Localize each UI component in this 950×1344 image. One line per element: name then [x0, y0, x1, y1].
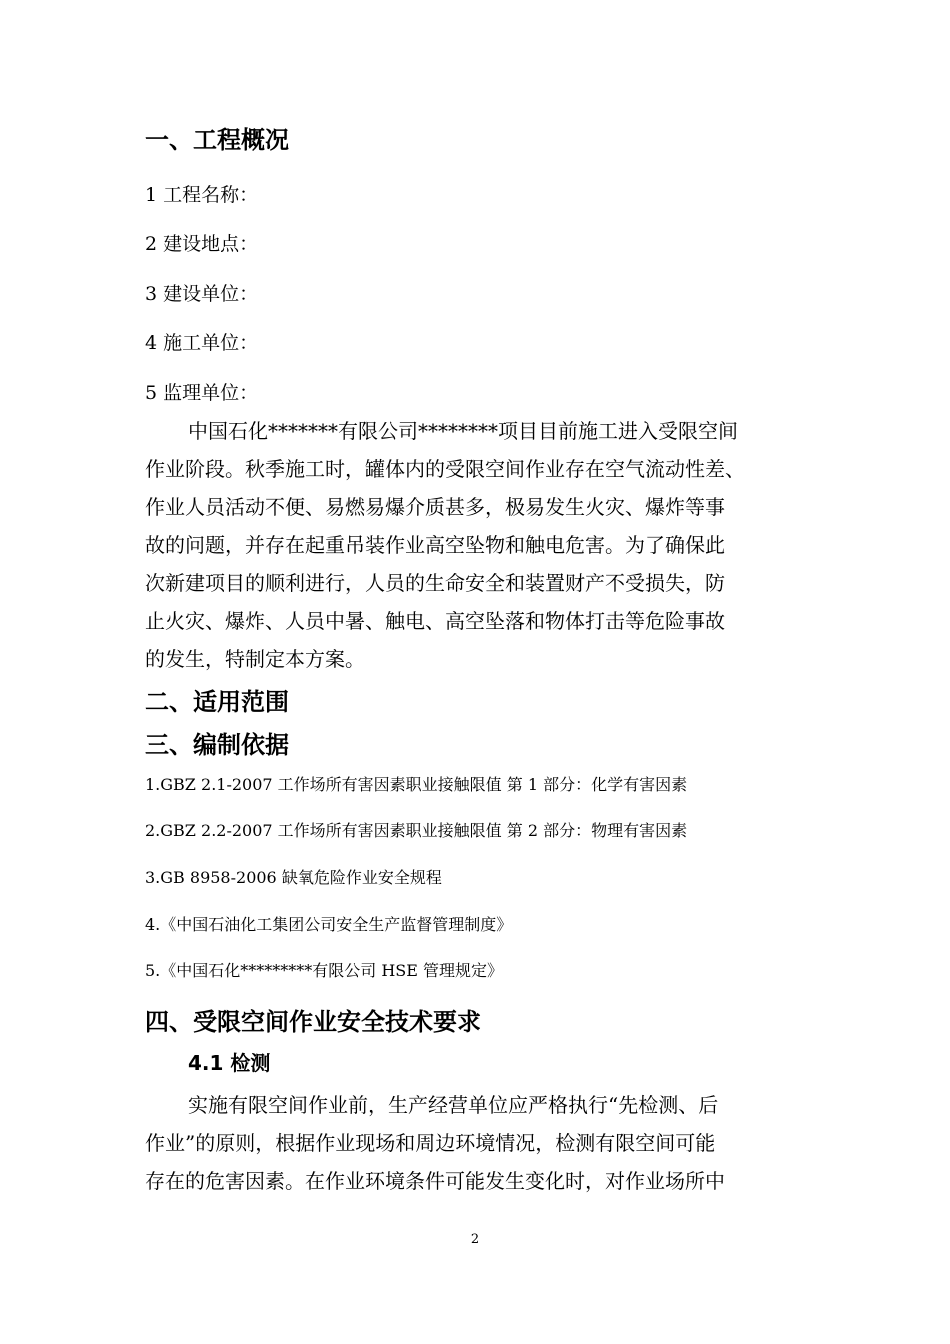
section-1-heading: 一、工程概况 [145, 126, 289, 154]
paragraph-line: 存在的危害因素。在作业环境条件可能发生变化时，对作业场所中 [145, 1169, 725, 1193]
paragraph-line: 实施有限空间作业前，生产经营单位应严格执行“先检测、后 [188, 1093, 719, 1117]
reference-item-5: 5.《中国石化*********有限公司 HSE 管理规定》 [145, 961, 504, 980]
subsection-4-1-heading: 4.1 检测 [188, 1051, 271, 1075]
section-3-heading: 三、编制依据 [145, 731, 289, 759]
paragraph-line: 止火灾、爆炸、人员中暑、触电、高空坠落和物体打击等危险事故 [145, 609, 725, 633]
paragraph-line: 次新建项目的顺利进行，人员的生命安全和装置财产不受损失，防 [145, 571, 725, 595]
section-2-heading: 二、适用范围 [145, 688, 289, 716]
project-name-item: 1 工程名称： [145, 184, 259, 206]
reference-item-1: 1.GBZ 2.1-2007 工作场所有害因素职业接触限值 第 1 部分：化学有害因素 [145, 775, 688, 794]
paragraph-line: 作业人员活动不便、易燃易爆介质甚多，极易发生火灾、爆炸等事 [145, 495, 725, 519]
paragraph-line: 的发生，特制定本方案。 [145, 647, 365, 671]
construction-site-item: 2 建设地点： [145, 233, 259, 255]
paragraph-line: 故的问题，并存在起重吊装作业高空坠物和触电危害。为了确保此 [145, 533, 725, 557]
section-4-heading: 四、受限空间作业安全技术要求 [145, 1008, 481, 1036]
paragraph-line: 作业阶段。秋季施工时，罐体内的受限空间作业存在空气流动性差、 [145, 457, 745, 481]
page-number: 2 [470, 1232, 480, 1247]
reference-item-4: 4.《中国石油化工集团公司安全生产监督管理制度》 [145, 915, 513, 934]
supervision-unit-item: 5 监理单位： [145, 382, 259, 404]
contractor-unit-item: 4 施工单位： [145, 332, 259, 354]
reference-item-3: 3.GB 8958-2006 缺氧危险作业安全规程 [145, 868, 442, 887]
paragraph-line: 作业”的原则，根据作业现场和周边环境情况，检测有限空间可能 [145, 1131, 716, 1155]
reference-item-2: 2.GBZ 2.2-2007 工作场所有害因素职业接触限值 第 2 部分：物理有害因素 [145, 821, 688, 840]
owner-unit-item: 3 建设单位： [145, 283, 259, 305]
paragraph-line: 中国石化*******有限公司********项目目前施工进入受限空间 [188, 419, 738, 443]
